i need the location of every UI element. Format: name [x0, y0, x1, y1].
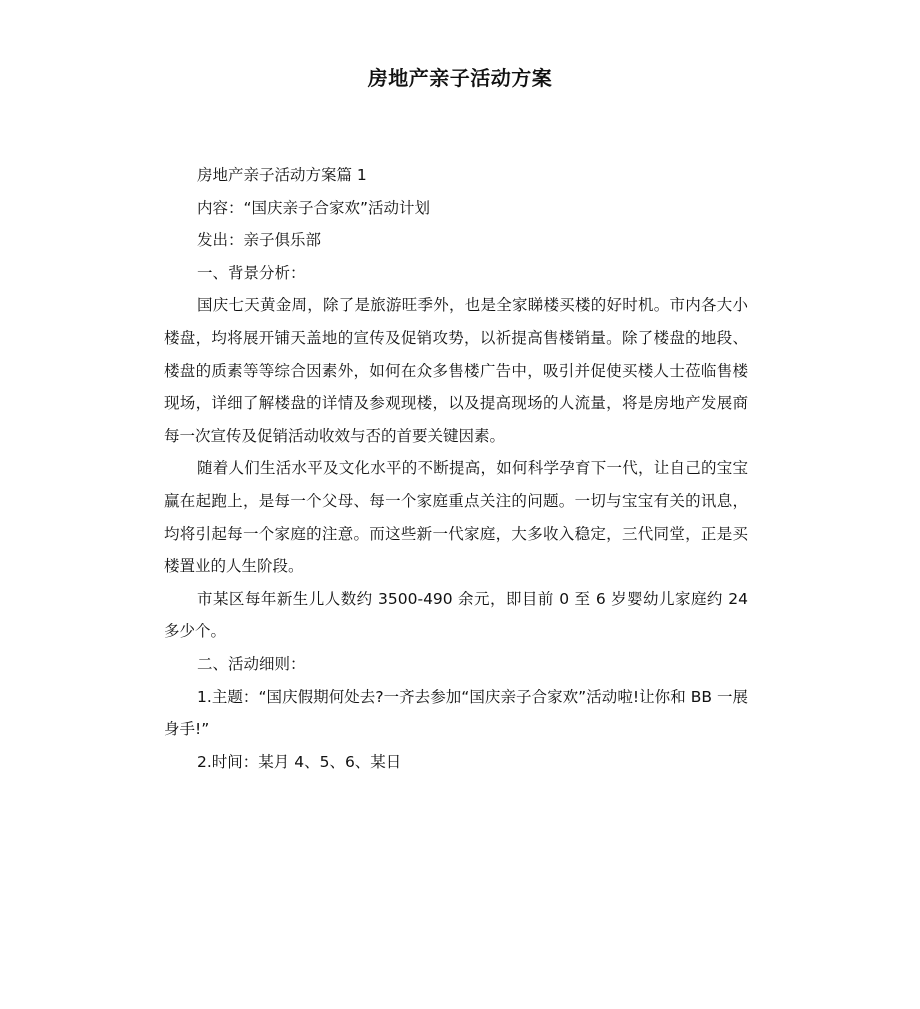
- heading-background-analysis: 一、背景分析：: [197, 263, 306, 282]
- paragraph-issuer: 发出：亲子俱乐部: [197, 231, 322, 250]
- paragraph-section-heading: 房地产亲子活动方案篇 1: [197, 166, 367, 184]
- paragraph-statistics: 市某区每年新生儿人数约 3500-490 余元，即目前 0 至 6 岁婴幼儿家庭约 24 多少个。: [164, 589, 748, 641]
- paragraph-content: 内容：“国庆亲子合家欢”活动计划: [197, 198, 431, 217]
- document-body: [164, 159, 748, 778]
- paragraph-theme: 1.主题：“国庆假期何处去?一齐去参加“国庆亲子合家欢”活动啦!让你和 BB 一展身手!”: [164, 687, 748, 739]
- paragraph-background-1: 国庆七天黄金周，除了是旅游旺季外，也是全家睇楼买楼的好时机。市内各大小楼盘，均将展开铺天盖地的宣传及促销攻势，以祈提高售楼销量。除了楼盘的地段、楼盘的质素等等综合因素外，如何在众多售楼广告中，吸引并促使买楼人士莅临售楼现场，详细了解楼盘的详情及参观现楼，以及提高现场的人流量，将是房地产发展商每一次宣传及促销活动收效与否的首要关键因素。: [164, 296, 748, 445]
- paragraph-time: 2.时间：某月 4、5、6、某日: [197, 752, 402, 771]
- document-title: 房地产亲子活动方案: [367, 66, 553, 90]
- paragraph-background-2: 随着人们生活水平及文化水平的不断提高，如何科学孕育下一代，让自己的宝宝赢在起跑上，是每一个父母、每一个家庭重点关注的问题。一切与宝宝有关的讯息，均将引起每一个家庭的注意。而这些新一代家庭，大多收入稳定，三代同堂，正是买楼置业的人生阶段。: [164, 459, 748, 576]
- heading-activity-details: 二、活动细则：: [197, 654, 306, 673]
